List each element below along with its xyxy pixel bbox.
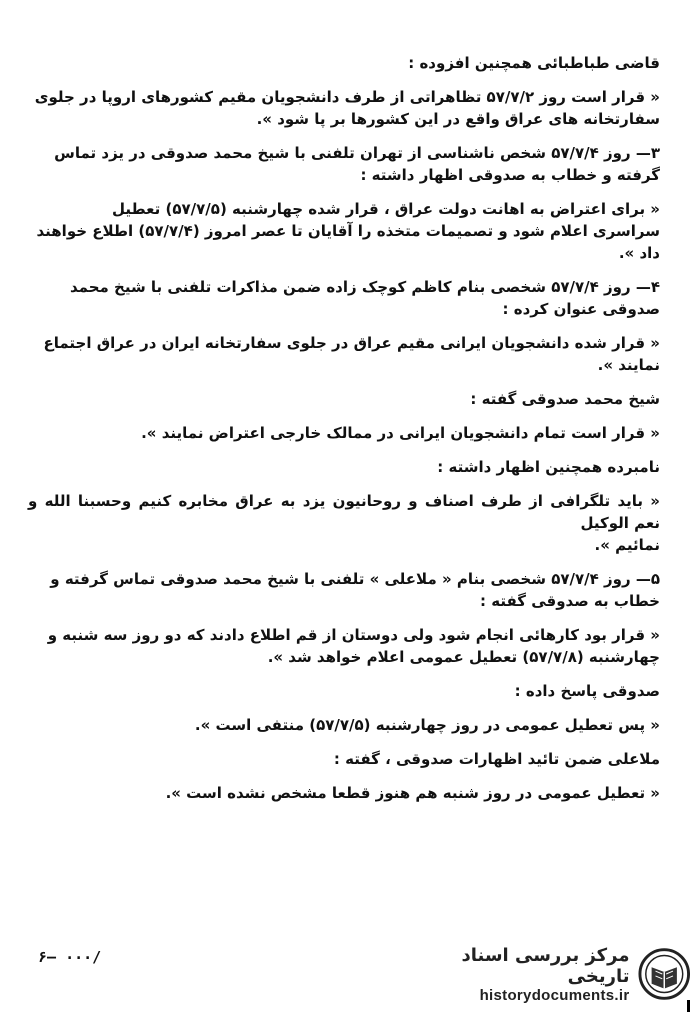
paragraph xyxy=(28,276,660,320)
text-line: صدوقی عنوان کرده : xyxy=(502,300,660,318)
book-emblem-icon xyxy=(638,947,691,1001)
text-line: نمائیم ». xyxy=(594,536,660,554)
watermark-url: historydocuments.ir xyxy=(479,986,630,1004)
paragraph xyxy=(28,52,660,74)
paragraph xyxy=(28,456,660,478)
text-line: ۵— روز ۵۷/۷/۴ شخصی بنام « ملاعلی » تلفنی با شیخ محمد صدوقی تماس گرفته و xyxy=(50,570,660,588)
paragraph xyxy=(28,142,660,186)
text-line: « برای اعتراض به اهانت دولت عراق ، قرار شده چهارشنبه (۵۷/۷/۵) تعطیل xyxy=(112,200,660,218)
text-line: « تعطیل عمومی در روز شنبه هم هنوز قطعا مشخص نشده است ». xyxy=(165,784,660,802)
page-number: ۶— ۰۰۰/ xyxy=(38,948,102,966)
text-line: گرفته و خطاب به صدوقی اظهار داشته : xyxy=(360,166,660,184)
paragraph xyxy=(28,198,660,264)
paragraph xyxy=(28,388,660,410)
paragraph xyxy=(28,332,660,376)
text-line: « قرار بود کارهائی انجام شود ولی دوستان از قم اطلاع دادند که دو روز سه شنبه و xyxy=(47,626,660,644)
text-line: چهارشنبه (۵۷/۷/۸) تعطیل عمومی اعلام خواهد شد ». xyxy=(267,648,660,666)
text-line: نمایند ». xyxy=(597,356,660,374)
text-line: سفارتخانه های عراق واقع در این کشورها بر پا شود ». xyxy=(256,110,660,128)
archive-watermark xyxy=(400,942,690,1006)
text-line: شیخ محمد صدوقی گفته : xyxy=(470,390,660,408)
paragraph xyxy=(28,748,660,770)
text-line: خطاب به صدوقی گفته : xyxy=(480,592,660,610)
text-line: قاضی طباطبائی همچنین افزوده : xyxy=(408,54,660,72)
text-line: سراسری اعلام شود و تصمیمات متخذه را آقایان تا عصر امروز (۵۷/۷/۴) اطلاع خواهند xyxy=(36,222,660,240)
text-line: « قرار شده دانشجویان ایرانی مقیم عراق در جلوی سفارتخانه ایران در عراق اجتماع xyxy=(43,334,660,352)
text-line: نامبرده همچنین اظهار داشته : xyxy=(437,458,660,476)
text-line: « قرار است تمام دانشجویان ایرانی در ممالک خارجی اعتراض نمایند ». xyxy=(141,424,660,442)
paragraph xyxy=(28,490,660,556)
watermark-text xyxy=(400,945,630,1004)
text-line: داد ». xyxy=(618,244,660,262)
text-line: « باید تلگرافی از طرف اصناف و روحانیون یزد به عراق مخابره کنیم وحسبنا الله و نعم الوکیل xyxy=(28,492,660,532)
paragraph xyxy=(28,782,660,804)
paragraph xyxy=(28,422,660,444)
text-line: « قرار است روز ۵۷/۷/۲ تظاهراتی از طرف دانشجویان مقیم کشورهای اروپا در جلوی xyxy=(34,88,660,106)
edge-mark xyxy=(687,1000,690,1012)
text-line: « پس تعطیل عمومی در روز چهارشنبه (۵۷/۷/۵) منتفی است ». xyxy=(194,716,660,734)
paragraph xyxy=(28,624,660,668)
text-line: ۳— روز ۵۷/۷/۴ شخص ناشناسی از تهران تلفنی با شیخ محمد صدوقی در یزد تماس xyxy=(54,144,660,162)
document-body xyxy=(28,52,660,816)
paragraph xyxy=(28,680,660,702)
text-line: ۴— روز ۵۷/۷/۴ شخصی بنام کاظم کوچک زاده ضمن مذاکرات تلفنی با شیخ محمد xyxy=(69,278,660,296)
text-line: ملاعلی ضمن تائید اظهارات صدوقی ، گفته : xyxy=(333,750,660,768)
text-line: صدوقی پاسخ داده : xyxy=(514,682,660,700)
paragraph xyxy=(28,714,660,736)
watermark-title: مرکز بررسی اسناد تاریخی xyxy=(461,944,630,987)
paragraph xyxy=(28,86,660,130)
paragraph xyxy=(28,568,660,612)
